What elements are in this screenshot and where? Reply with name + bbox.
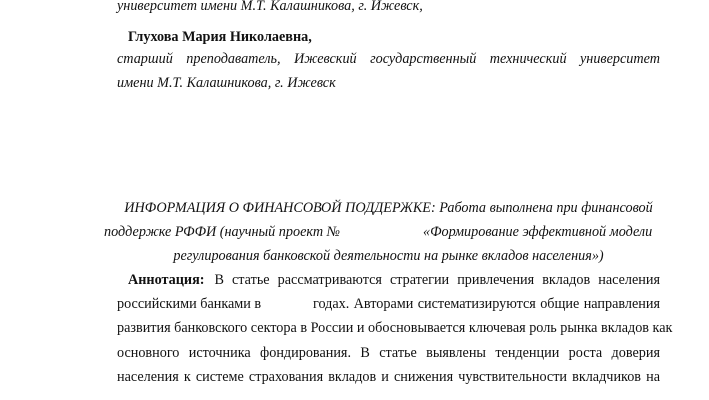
word: университет: [579, 51, 660, 67]
abstract-label: Аннотация:: [128, 272, 205, 288]
author2-position-line1: [117, 52, 660, 66]
funding-line2-right: «Формирование эффективной модели: [423, 224, 653, 240]
author2-name: Глухова Мария Николаевна,: [128, 29, 312, 45]
abstract-line2-right: годах. Авторами систематизируются общие направления: [313, 296, 660, 312]
word: старший: [117, 51, 173, 67]
author2-position-line2: имени М.Т. Калашникова, г. Ижевск: [117, 75, 336, 91]
abstract-line5: населения к системе страхования вкладов и снижения чувствительности вкладчиков на: [117, 369, 660, 385]
word: преподаватель,: [186, 51, 281, 67]
abstract-line2-left: российскими банками в: [117, 296, 262, 312]
abstract-line4: основного источника фондирования. В статье выявлены тенденции роста доверия: [117, 345, 660, 361]
word: технический: [489, 51, 567, 67]
word: государственный: [370, 51, 477, 67]
abstract-line3: развития банковского сектора в России и обосновывается ключевая роль рынка вкладов как: [117, 320, 673, 336]
funding-line1-rest: Работа выполнена при финансовой: [439, 200, 653, 216]
funding-line3: регулирования банковской деятельности на рынке вкладов населения»): [173, 248, 604, 264]
author1-affiliation-tail: университет имени М.Т. Калашникова, г. Ижевск,: [117, 0, 423, 14]
abstract-line1: [128, 273, 660, 287]
word: Ижевский: [293, 51, 357, 67]
funding-line2-left: поддержке РФФИ (научный проект №: [104, 224, 341, 240]
funding-label: ИНФОРМАЦИЯ О ФИНАНСОВОЙ ПОДДЕРЖКЕ:: [124, 200, 436, 216]
abstract-line1-rest: В статье рассматриваются стратегии привлечения вкладов населения: [214, 272, 660, 288]
funding-line1: [117, 201, 660, 215]
